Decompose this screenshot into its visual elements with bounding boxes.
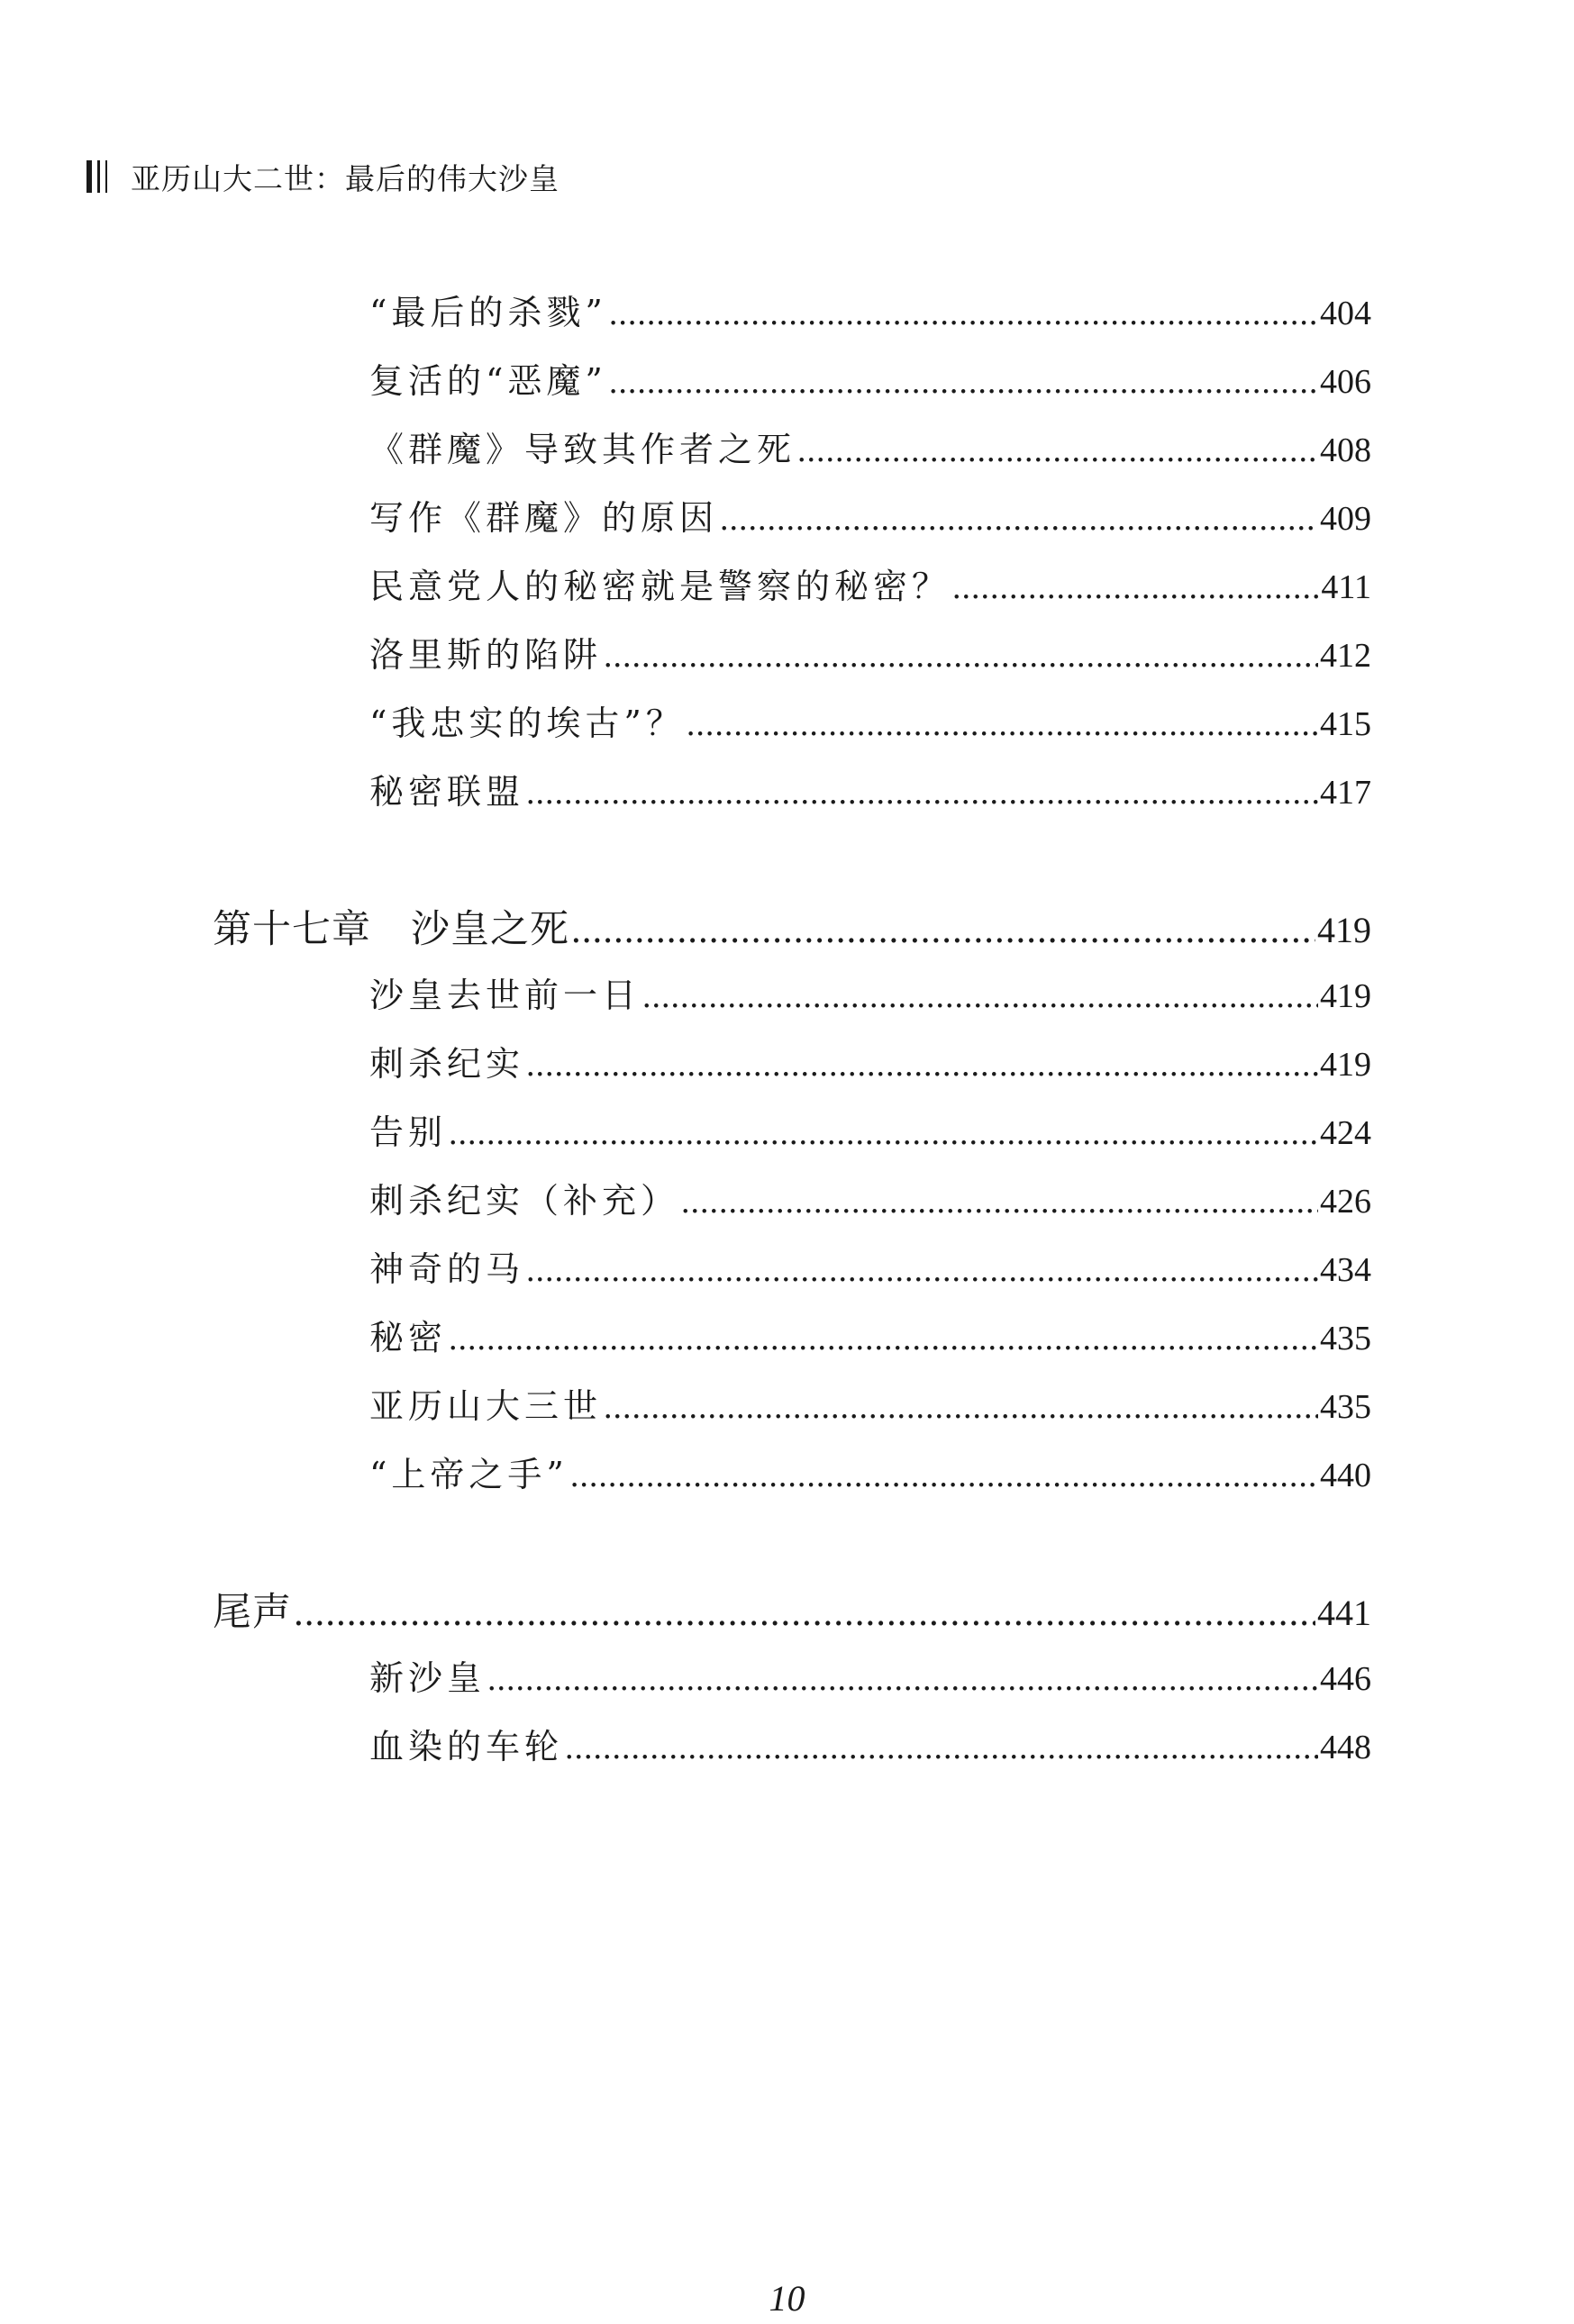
toc-entry-label: “上帝之手”	[369, 1455, 569, 1494]
toc-entry-label: 亚历山大三世	[369, 1386, 603, 1426]
toc-entry[interactable]	[369, 1447, 1371, 1496]
toc-leader-dots	[604, 1387, 1318, 1427]
toc-entry-label: 写作《群魔》的原因	[369, 498, 719, 538]
toc-leader-dots	[487, 1659, 1318, 1699]
running-head-title: 亚历山大二世：最后的伟大沙皇	[131, 160, 560, 196]
toc-entry[interactable]	[369, 1173, 1371, 1222]
toc-entry[interactable]	[369, 558, 1371, 608]
toc-leader-dots	[720, 499, 1318, 539]
toc-entry-label: 刺杀纪实	[369, 1044, 525, 1084]
toc-entry[interactable]	[369, 1378, 1371, 1428]
toc-entry-label: 告别	[369, 1112, 448, 1152]
toc-entry[interactable]	[369, 764, 1371, 813]
toc-leader-dots	[609, 294, 1318, 333]
toc-entry[interactable]	[369, 967, 1371, 1017]
toc-chapter-page: 441	[1317, 1593, 1371, 1633]
toc-entry-page: 448	[1320, 1729, 1371, 1766]
toc-entry[interactable]	[369, 695, 1371, 745]
toc-entry[interactable]	[369, 1036, 1371, 1085]
toc-leader-dots	[526, 773, 1318, 812]
toc-entry-label: 沙皇去世前一日	[369, 976, 641, 1015]
toc-entry-label: 民意党人的秘密就是警察的秘密？	[369, 567, 951, 606]
toc-leader-dots	[526, 1250, 1318, 1290]
toc-leader-dots	[642, 976, 1318, 1016]
toc-entry-page: 435	[1320, 1320, 1371, 1357]
toc-entry-page: 409	[1320, 500, 1371, 538]
toc-entry[interactable]	[369, 1650, 1371, 1700]
toc-entry-page: 435	[1320, 1388, 1371, 1426]
toc-entry-label: “最后的杀戮”	[369, 293, 607, 332]
toc-chapter-label: 尾声	[213, 1590, 292, 1635]
toc-entry-label: 神奇的马	[369, 1249, 525, 1289]
running-head-bars-icon	[86, 160, 107, 193]
toc-leader-dots	[449, 1319, 1318, 1358]
toc-entry[interactable]	[369, 1719, 1371, 1768]
toc-leader-dots	[571, 908, 1315, 952]
toc-leader-dots	[570, 1456, 1318, 1495]
running-head	[86, 155, 560, 198]
toc-entry[interactable]	[369, 285, 1371, 334]
toc-entry-page: 426	[1320, 1183, 1371, 1221]
toc-leader-dots	[609, 362, 1318, 402]
toc-entry[interactable]	[369, 490, 1371, 540]
toc-leader-dots	[449, 1113, 1318, 1153]
toc-entry-page: 411	[1321, 568, 1371, 606]
toc-chapter-label: 第十七章 沙皇之死	[213, 907, 569, 952]
toc-leader-dots	[526, 1045, 1318, 1085]
toc-entry[interactable]	[369, 1104, 1371, 1154]
toc-entry-page: 419	[1320, 1046, 1371, 1084]
toc-leader-dots	[797, 431, 1318, 470]
toc-entry-page: 406	[1320, 363, 1371, 401]
toc-entry-page: 419	[1320, 977, 1371, 1015]
toc-entry-label: 秘密	[369, 1318, 448, 1357]
toc-entry-page: 404	[1320, 295, 1371, 332]
toc-leader-dots	[604, 636, 1318, 676]
toc-entry[interactable]	[369, 1241, 1371, 1291]
toc-entry-label: 血染的车轮	[369, 1727, 564, 1766]
toc-entry-page: 434	[1320, 1251, 1371, 1289]
toc-entry-page: 424	[1320, 1114, 1371, 1152]
toc-chapter-page: 419	[1317, 910, 1371, 950]
toc-entry-page: 408	[1320, 431, 1371, 469]
toc-leader-dots	[565, 1728, 1318, 1767]
toc-entry-page: 417	[1320, 774, 1371, 812]
toc-leader-dots	[681, 1182, 1318, 1221]
toc-entry-label: “我忠实的埃古”？	[369, 704, 685, 743]
toc-leader-dots	[952, 567, 1319, 607]
toc-entry-page: 446	[1320, 1660, 1371, 1698]
toc-entry-label: 新沙皇	[369, 1658, 487, 1698]
toc-chapter-entry[interactable]	[213, 1582, 1371, 1637]
toc-entry-label: 秘密联盟	[369, 772, 525, 812]
toc-entry[interactable]	[369, 627, 1371, 676]
toc-leader-dots	[687, 704, 1318, 744]
toc-chapter-entry[interactable]	[213, 899, 1371, 954]
toc-entry-label: 《群魔》导致其作者之死	[369, 430, 796, 469]
toc-entry-label: 洛里斯的陷阱	[369, 635, 603, 675]
toc-entry[interactable]	[369, 1310, 1371, 1359]
toc-entry-label: 复活的“恶魔”	[369, 361, 607, 401]
toc-entry[interactable]	[369, 353, 1371, 403]
page-number: 10	[769, 2278, 805, 2319]
toc-entry[interactable]	[369, 422, 1371, 471]
toc-entry-page: 415	[1320, 705, 1371, 743]
toc-entry-label: 刺杀纪实（补充）	[369, 1181, 680, 1221]
toc-leader-dots	[294, 1591, 1315, 1635]
toc-entry-page: 440	[1320, 1457, 1371, 1494]
toc-entry-page: 412	[1320, 637, 1371, 675]
